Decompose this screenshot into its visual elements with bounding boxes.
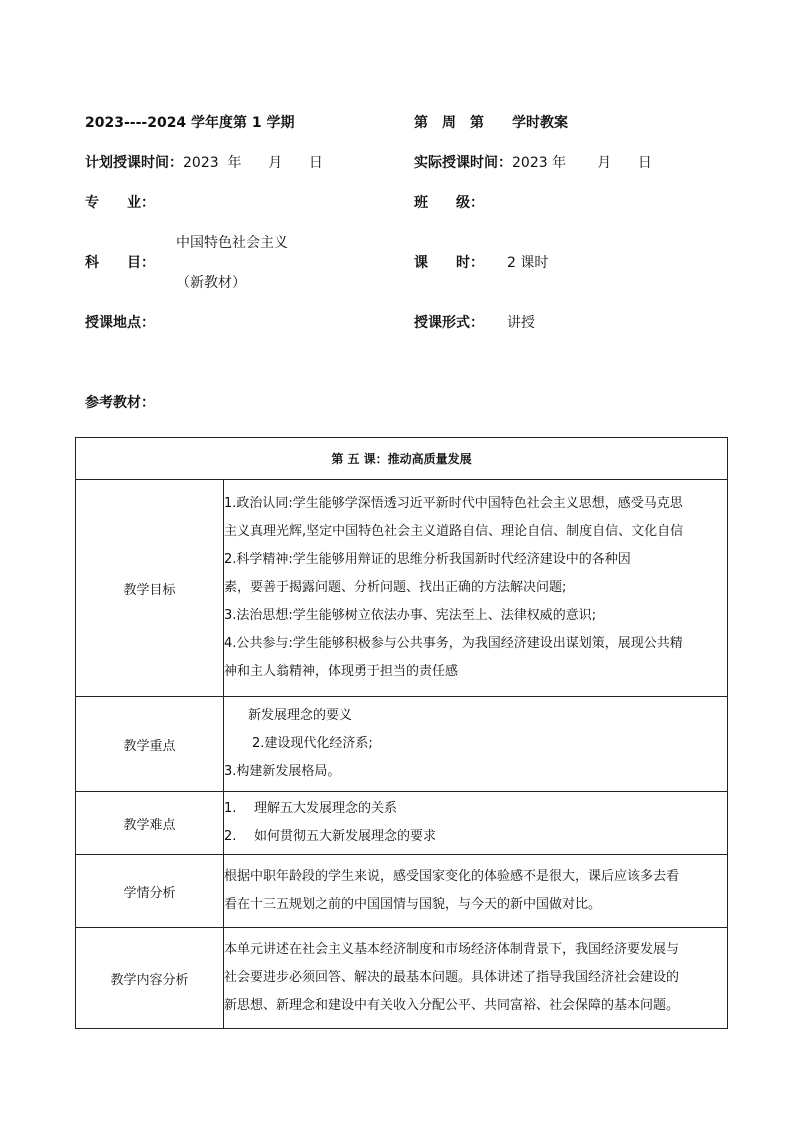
goal-line: 4.公共参与:学生能够积极参与公共事务，为我国经济建设出谋划策，展现公共精 bbox=[224, 636, 683, 651]
goal-line: 神和主人翁精神，体现勇于担当的责任感 bbox=[224, 664, 459, 679]
learner-line: 看在十三五规划之前的中国国情与国貌，与今天的新中国做对比。 bbox=[224, 897, 602, 912]
key-points-row bbox=[76, 697, 728, 792]
term-title: 2023----2024 学年度第 1 学期 bbox=[85, 115, 295, 131]
key-point-line: 2.建设现代化经济系; bbox=[252, 736, 373, 751]
plan-time-value: 2023 年 月 日 bbox=[183, 155, 323, 171]
key-points-label: 教学重点 bbox=[76, 697, 224, 792]
goal-line: 主义真理光辉,坚定中国特色社会主义道路自信、理论自信、制度自信、文化自信 bbox=[224, 524, 684, 539]
week-plan-title: 第 周 第 学时教案 bbox=[414, 115, 568, 131]
location-label: 授课地点： bbox=[85, 315, 155, 331]
goal-line: 1.政治认同:学生能够学深悟透习近平新时代中国特色社会主义思想，感受马克思 bbox=[224, 496, 683, 511]
content-analysis-row bbox=[76, 928, 728, 1029]
difficulty-text: 如何贯彻五大新发展理念的要求 bbox=[254, 829, 437, 844]
content-analysis-label: 教学内容分析 bbox=[76, 928, 224, 1029]
form-value: 讲授 bbox=[507, 315, 535, 331]
difficulty-text: 理解五大发展理念的关系 bbox=[254, 801, 398, 816]
actual-time-label: 实际授课时间： bbox=[414, 155, 512, 171]
difficulties-label: 教学难点 bbox=[76, 792, 224, 855]
major-label: 专 业： bbox=[85, 195, 155, 211]
hours-label: 课 时： bbox=[414, 255, 484, 271]
actual-time-value: 2023 年 月 日 bbox=[512, 155, 652, 171]
form-label: 授课形式： bbox=[414, 315, 484, 331]
learner-row bbox=[76, 855, 728, 928]
learner-label: 学情分析 bbox=[76, 855, 224, 928]
difficulties-row bbox=[76, 792, 728, 855]
content-line: 社会要进步必须回答、解决的最基本问题。具体讲述了指导我国经济社会建设的 bbox=[224, 970, 680, 985]
goal-line: 3.法治思想:学生能够树立依法办事、宪法至上、法律权威的意识; bbox=[224, 608, 597, 623]
actual-time bbox=[414, 153, 652, 173]
goals-label: 教学目标 bbox=[76, 480, 224, 697]
class-label: 班 级： bbox=[414, 195, 484, 211]
goal-line: 2.科学精神:学生能够用辩证的思维分析我国新时代经济建设中的各种因 bbox=[224, 552, 631, 567]
plan-time bbox=[85, 153, 323, 173]
plan-time-label: 计划授课时间： bbox=[85, 155, 183, 171]
lesson-title: 第 五 课：推动高质量发展 bbox=[76, 438, 728, 480]
subject-label: 科 目： bbox=[85, 255, 155, 271]
hours-value: 2 课时 bbox=[507, 255, 549, 271]
subject-value-line1: 中国特色社会主义 bbox=[176, 235, 288, 251]
difficulty-item bbox=[224, 795, 727, 823]
goals-content bbox=[224, 480, 728, 697]
difficulty-number: 1. bbox=[224, 801, 237, 816]
learner-line: 根据中职年龄段的学生来说，感受国家变化的体验感不是很大，课后应该多去看 bbox=[224, 869, 680, 884]
content-analysis-content bbox=[224, 928, 728, 1029]
content-line: 新思想、新理念和建设中有关收入分配公平、共同富裕、社会保障的基本问题。 bbox=[224, 998, 680, 1013]
table-title-row bbox=[76, 438, 728, 480]
key-points-content bbox=[224, 697, 728, 792]
lesson-plan-table bbox=[75, 437, 728, 1029]
difficulties-content bbox=[224, 792, 728, 855]
content-line: 本单元讲述在社会主义基本经济制度和市场经济体制背景下，我国经济要发展与 bbox=[224, 942, 680, 957]
goals-row bbox=[76, 480, 728, 697]
difficulty-number: 2. bbox=[224, 829, 237, 844]
difficulty-item bbox=[224, 823, 727, 851]
reference-label: 参考教材： bbox=[85, 395, 155, 411]
key-point-line: 3.构建新发展格局。 bbox=[224, 764, 341, 779]
key-point-line: 新发展理念的要义 bbox=[248, 708, 353, 723]
goal-line: 素，要善于揭露问题、分析问题、找出正确的方法解决问题; bbox=[224, 580, 567, 595]
learner-content bbox=[224, 855, 728, 928]
subject-value-line2: （新教材） bbox=[176, 275, 246, 291]
